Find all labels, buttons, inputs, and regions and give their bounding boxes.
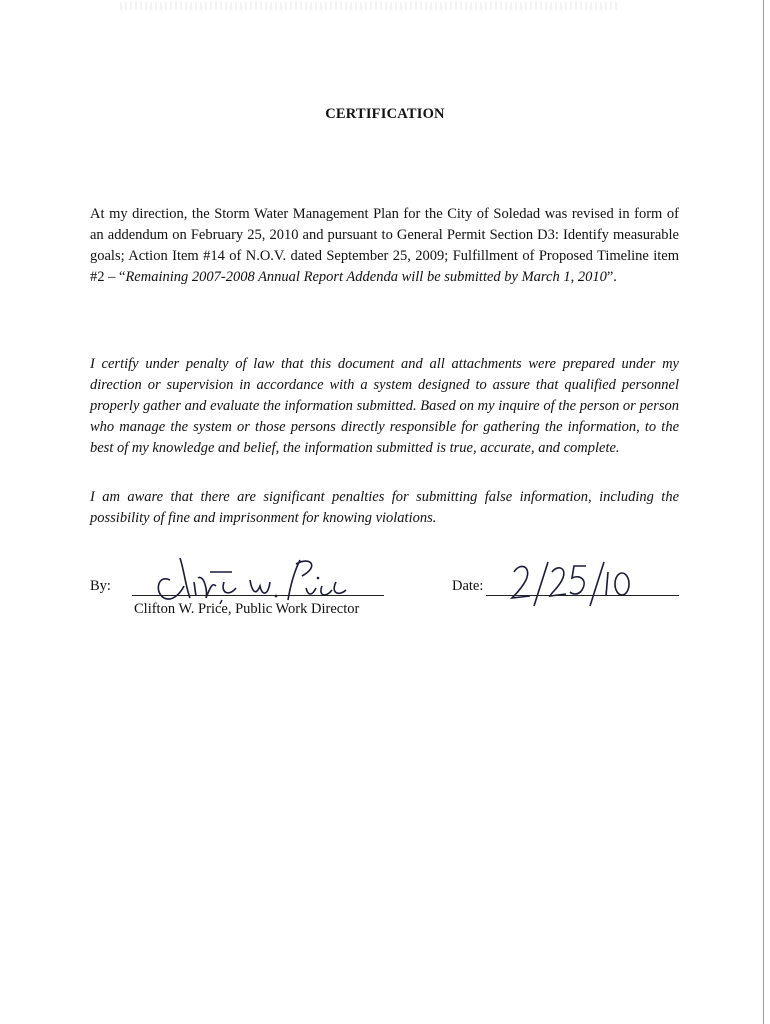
paragraph-addendum-lead: At my direction, the Storm Water Management Plan for the City of Soledad was revised in form of an addendum on February 25, 2010 and pursuant to General Permit Section D3: Identify measurable goals; Action Item #14 of N.O.V. dated September 25, 2009; Fulfillment of Proposed Timeline item #2 – “ [90,206,679,285]
handwritten-signature [150,552,350,604]
handwritten-date [508,558,632,608]
scan-edge [763,0,764,1024]
paragraph-addendum-tail: ”. [606,269,617,285]
signature-line [132,595,384,596]
document-title: CERTIFICATION [325,106,445,122]
date-line [486,595,679,596]
paragraph-penalties: I am aware that there are significant penalties for submitting false information, including the possibility of fine and imprisonment for knowing violations. [90,489,679,526]
paragraph-addendum [90,204,679,288]
date-label: Date: [452,578,484,594]
by-label: By: [90,578,111,594]
signer-name: Clifton W. Price, Public Work Director [134,601,360,617]
paragraph-addendum-quote: Remaining 2007-2008 Annual Report Addenda will be submitted by March 1, 2010 [125,269,607,285]
scan-artifact [120,2,620,10]
paragraph-certification: I certify under penalty of law that this document and all attachments were prepared under my direction or supervision in accordance with a system designed to assure that qualified personnel properly gather and evaluate the information submitted. Based on my inquire of the person or person who manage the system or those persons directly responsible for gathering the information, to the best of my knowledge and belief, the information submitted is true, accurate, and complete. [90,356,679,456]
